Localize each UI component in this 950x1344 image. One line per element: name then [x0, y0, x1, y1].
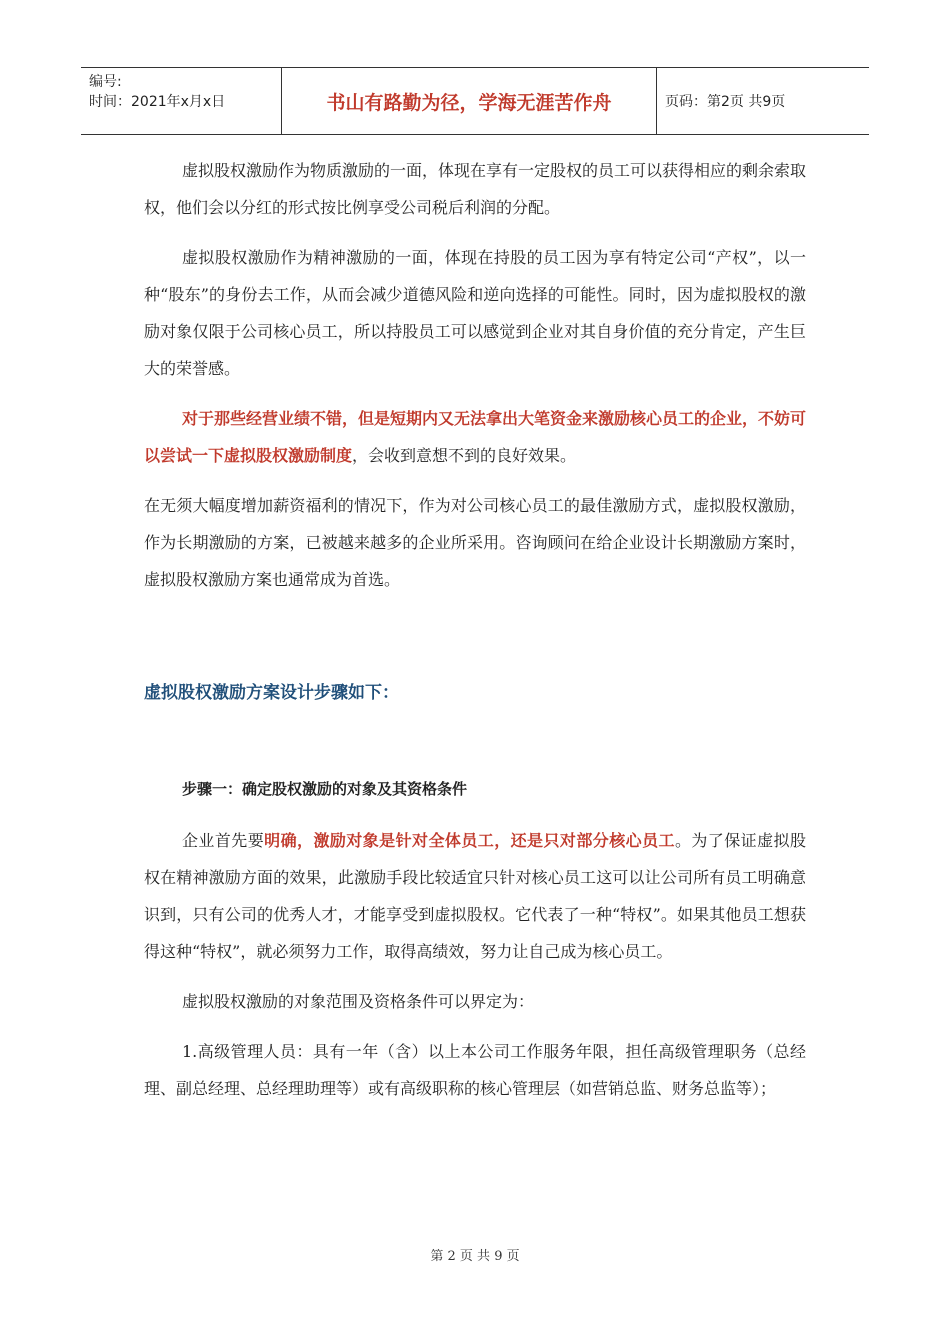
paragraph [144, 400, 806, 474]
paragraph: 虚拟股权激励的对象范围及资格条件可以界定为： [182, 992, 535, 1011]
paragraph-text: 企业首先要 [182, 831, 265, 850]
highlighted-text: 对于那些经营业绩不错，但是短期内又无法拿出大笔资金来激励核心员工的企业，不妨可以尝试一下虚拟股权激励制度 [144, 409, 807, 465]
paragraph: 1.高级管理人员：具有一年（含）以上本公司工作服务年限，担任高级管理职务（总经理、副总经理、总经理助理等）或有高级职称的核心管理层（如营销总监、财务总监等）； [144, 1042, 806, 1098]
document-body [144, 152, 806, 1107]
header-page-info: 页码：第2页 共9页 [665, 94, 786, 110]
header-motto: 书山有路勤为径，学海无涯苦作舟 [282, 68, 657, 134]
page-header [81, 67, 869, 135]
paragraph: 虚拟股权激励作为物质激励的一面，体现在享有一定股权的员工可以获得相应的剩余索取权，他们会以分红的形式按比例享受公司税后利润的分配。 [144, 161, 807, 217]
section-title: 虚拟股权激励方案设计步骤如下： [144, 683, 399, 703]
paragraph-text: 。为了保证虚拟股权在精神激励方面的效果，此激励手段比较适宜只针对核心员工这可以让公司所有员工明确意识到，只有公司的优秀人才，才能享受到虚拟股权。它代表了一种“特权”。如果其他员工想获得这种“特权”，就必须努力工作，取得高绩效，努力让自己成为核心员工。 [144, 831, 806, 961]
paragraph [144, 822, 806, 970]
header-meta [81, 68, 282, 134]
step-title: 步骤一：确定股权激励的对象及其资格条件 [182, 780, 468, 798]
paragraph: 在无须大幅度增加薪资福利的情况下，作为对公司核心员工的最佳激励方式，虚拟股权激励，作为长期激励的方案，已被越来越多的企业所采用。咨询顾问在给企业设计长期激励方案时，虚拟股权激励方案也通常成为首选。 [144, 496, 806, 589]
paragraph: 虚拟股权激励作为精神激励的一面，体现在持股的员工因为享有特定公司“产权”，以一种“股东”的身份去工作，从而会减少道德风险和逆向选择的可能性。同时，因为虚拟股权的激励对象仅限于公司核心员工，所以持股员工可以感觉到企业对其自身价值的充分肯定，产生巨大的荣誉感。 [144, 248, 806, 378]
paragraph-text: ，会收到意想不到的良好效果。 [352, 446, 577, 465]
page-footer: 第 2 页 共 9 页 [430, 1249, 520, 1264]
document-date-label: 时间：2021年x月x日 [89, 94, 226, 110]
document-number-label: 编号: [89, 74, 122, 90]
highlighted-text: 明确，激励对象是针对全体员工，还是只对部分核心员工 [264, 831, 675, 850]
